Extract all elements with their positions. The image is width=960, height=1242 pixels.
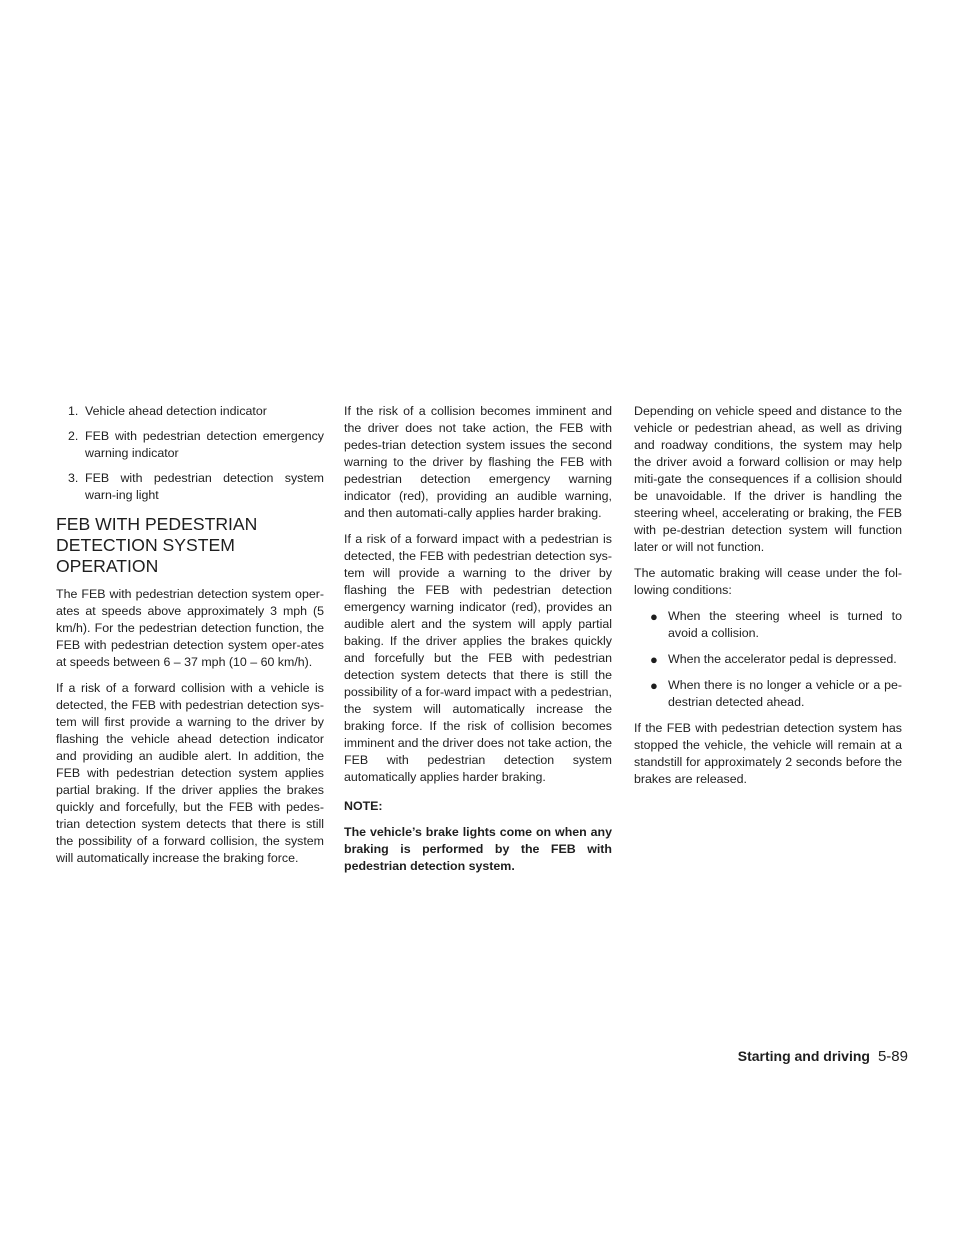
heading-line-1: FEB WITH PEDESTRIAN — [56, 514, 258, 534]
list-text: FEB with pedestrian detection emergency warning indicator — [85, 429, 324, 460]
bullet-icon: ● — [650, 678, 658, 693]
note-label: NOTE: — [344, 799, 383, 813]
list-item — [56, 470, 324, 504]
list-item — [634, 608, 902, 642]
paragraph: If a risk of a forward collision with a vehicle is detected, the FEB with pedestrian detection sys-tem will first provide a warning to the driver by flashing the vehicle ahead detection indicator and providing an audible alert. In addition, the FEB with pedestrian detection system applies partial braking. If the driver applies the brakes quickly and forcefully, but the FEB with pedes-trian detection system detects that there is still the possibility of a forward collision, the system will automatically increase the braking force. — [56, 681, 324, 865]
middle-column — [344, 403, 612, 875]
bullet-icon: ● — [650, 609, 658, 624]
list-text: FEB with pedestrian detection system warn-ing light — [85, 471, 324, 502]
section-title: Starting and driving — [737, 1048, 870, 1064]
bullet-text: When there is no longer a vehicle or a pe-destrian detected ahead. — [668, 678, 902, 709]
list-text: Vehicle ahead detection indicator — [85, 404, 267, 418]
list-item — [56, 428, 324, 462]
heading-line-2: DETECTION SYSTEM OPERATION — [56, 535, 235, 576]
section-heading — [56, 514, 324, 577]
list-item — [56, 403, 324, 420]
list-number: 1. — [68, 404, 79, 418]
bullet-text: When the steering wheel is turned to avoid a collision. — [668, 609, 902, 640]
bullet-text: When the accelerator pedal is depressed. — [668, 652, 897, 666]
conditions-list — [634, 608, 902, 711]
paragraph: Depending on vehicle speed and distance to the vehicle or pedestrian ahead, as well as driving and roadway conditions, the system may help the driver avoid a forward collision or may help miti-gate the consequences if a collision should be unavoidable. If the driver is handling the steering wheel, accelerating or braking, the FEB with pe-destrian detection system will function later or will not function. — [634, 404, 902, 554]
paragraph: If the risk of a collision becomes imminent and the driver does not take action, the FEB with pedes-trian detection system issues the second warning to the driver by flashing the FEB with pedestrian detection emergency warning indicator (red), providing an audible warning, and then automati-cally applies harder braking. — [344, 404, 612, 520]
page-footer — [738, 1048, 908, 1065]
note-text: The vehicle’s brake lights come on when any braking is performed by the FEB with pedestrian detection system. — [344, 825, 612, 873]
bullet-icon: ● — [650, 652, 658, 667]
list-number: 2. — [68, 429, 79, 443]
paragraph: The FEB with pedestrian detection system oper-ates at speeds above approximately 3 mph (5 km/h). For the pedestrian detection function, the FEB with pedestrian detection system oper-ates at speeds between 6 – 37 mph (10 – 60 km/h). — [56, 587, 324, 669]
paragraph: The automatic braking will cease under the fol-lowing conditions: — [634, 566, 902, 597]
list-item — [634, 677, 902, 711]
indicator-list — [56, 403, 324, 504]
list-number: 3. — [68, 471, 79, 485]
page-number: 5-89 — [877, 1048, 908, 1065]
paragraph: If a risk of a forward impact with a pedestrian is detected, the FEB with pedestrian detection sys-tem will provide a warning to the driver by flashing the FEB with pedestrian detection emergency warning indicator (red), provides an audible alert and the system will apply partial baking. If the driver applies the brakes quickly and forcefully but the FEB with pedestrian detection system detects that there is still the possibility of a for-ward impact with a pedestrian, the system will automatically increase the braking force. If the risk of collision becomes imminent and the driver does not take action, the FEB with pedestrian detection system automatically applies harder braking. — [344, 532, 612, 784]
paragraph: If the FEB with pedestrian detection system has stopped the vehicle, the vehicle will remain at a standstill for approximately 2 seconds before the brakes are released. — [634, 721, 902, 786]
list-item — [634, 651, 902, 668]
left-column — [56, 403, 324, 876]
right-column — [634, 403, 902, 797]
